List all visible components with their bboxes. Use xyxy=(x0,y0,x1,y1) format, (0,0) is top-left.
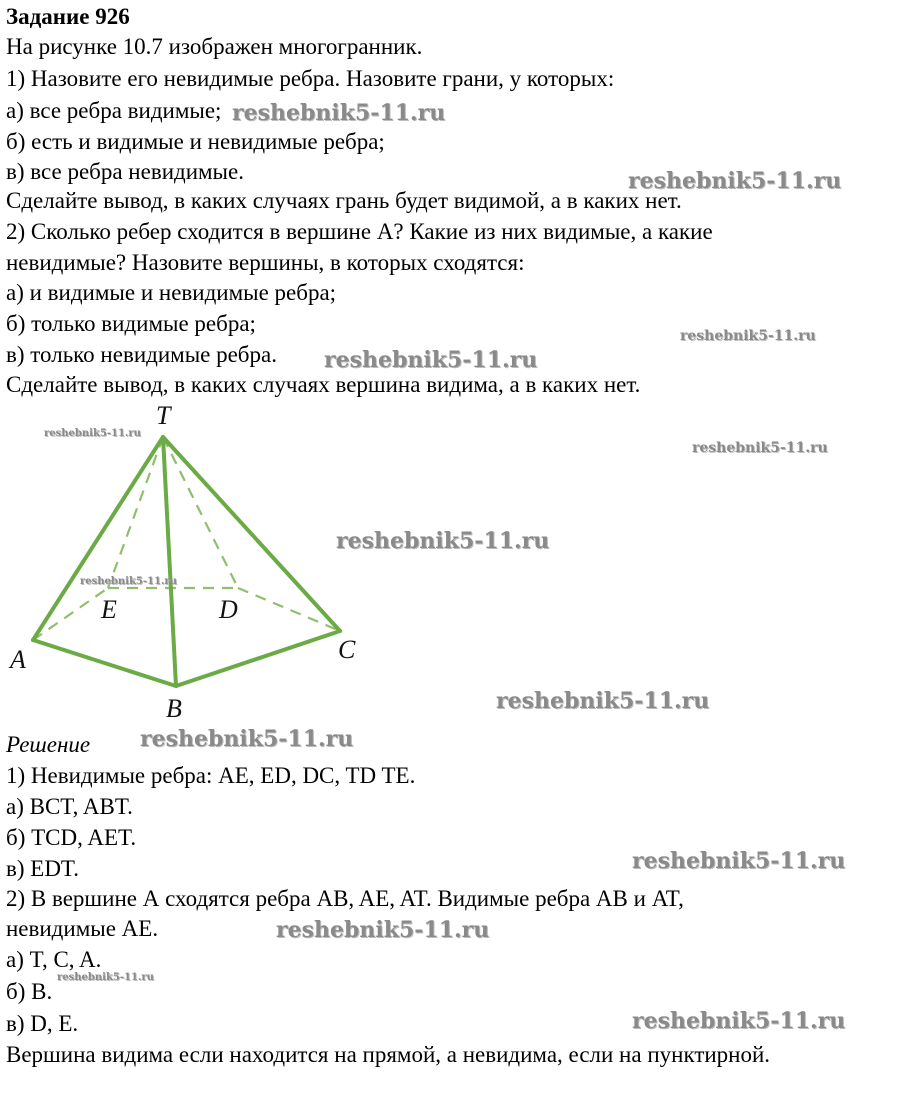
vertex-label-A: A xyxy=(10,645,26,674)
task-line: в) только невидимые ребра. xyxy=(6,342,277,367)
solution-line: Вершина видима если находится на прямой, а невидима, если на пунктирной. xyxy=(6,1042,771,1067)
solution-line: 1) Невидимые ребра: AE, ED, DC, TD TE. xyxy=(6,763,416,788)
task-line: б) только видимые ребра; xyxy=(6,311,256,336)
watermark: reshebnik5-11.ru xyxy=(57,972,154,983)
watermark: reshebnik5-11.ru xyxy=(336,528,550,554)
task-title: Задание 926 xyxy=(6,4,130,29)
visible-edges xyxy=(33,437,340,686)
edge-AB xyxy=(33,640,176,686)
solution-line: а) T, C, A. xyxy=(6,947,102,972)
solution-line: в) D, E. xyxy=(6,1011,79,1036)
watermark: reshebnik5-11.ru xyxy=(80,576,177,587)
watermark: reshebnik5-11.ru xyxy=(632,1008,846,1034)
edge-TA xyxy=(33,437,163,640)
watermark: reshebnik5-11.ru xyxy=(628,168,842,194)
solution-line: а) BCT, ABT. xyxy=(6,794,133,819)
solution-line: б) B. xyxy=(6,979,53,1004)
solution-line: в) EDT. xyxy=(6,856,80,881)
watermark: reshebnik5-11.ru xyxy=(232,100,446,126)
edge-TD xyxy=(163,437,238,588)
watermark: reshebnik5-11.ru xyxy=(496,688,710,714)
watermark: reshebnik5-11.ru xyxy=(632,848,846,874)
vertex-label-E: E xyxy=(101,595,117,624)
task-line: в) все ребра невидимые. xyxy=(6,159,244,184)
edge-AE xyxy=(33,588,108,640)
task-line: 2) Сколько ребер сходится в вершине А? Какие из них видимые, а какие xyxy=(6,219,713,244)
hidden-edges xyxy=(33,437,340,640)
watermark: reshebnik5-11.ru xyxy=(692,440,828,456)
task-line: невидимые? Назовите вершины, в которых сходятся: xyxy=(6,250,525,275)
solution-heading: Решение xyxy=(6,732,91,757)
watermark: reshebnik5-11.ru xyxy=(276,917,490,943)
task-line: 1) Назовите его невидимые ребра. Назовите грани, у которых: xyxy=(6,66,615,91)
watermark: reshebnik5-11.ru xyxy=(324,347,538,373)
vertex-label-B: B xyxy=(166,694,182,723)
edge-TB xyxy=(163,437,176,686)
solution-line: 2) В вершине А сходятся ребра AB, AE, AT. Видимые ребра AB и AT, xyxy=(6,886,684,911)
solution-line: б) TCD, AET. xyxy=(6,825,137,850)
edge-BC xyxy=(176,631,340,686)
task-line: На рисунке 10.7 изображен многогранник. xyxy=(6,34,423,59)
edge-DC xyxy=(238,588,340,631)
solution-line: невидимые AE. xyxy=(6,916,159,941)
vertex-label-C: C xyxy=(338,635,356,664)
edge-TC xyxy=(163,437,340,631)
task-line: Сделайте вывод, в каких случаях грань будет видимой, а в каких нет. xyxy=(6,188,682,213)
task-line: а) все ребра видимые; xyxy=(6,98,222,123)
watermark: reshebnik5-11.ru xyxy=(680,328,816,344)
watermark: reshebnik5-11.ru xyxy=(140,726,354,752)
task-line: б) есть и видимые и невидимые ребра; xyxy=(6,129,385,154)
vertex-label-T: T xyxy=(156,401,171,430)
watermark: reshebnik5-11.ru xyxy=(44,428,141,439)
task-line: а) и видимые и невидимые ребра; xyxy=(6,280,337,305)
vertex-label-D: D xyxy=(219,595,238,624)
task-line: Сделайте вывод, в каких случаях вершина видима, а в каких нет. xyxy=(6,372,641,397)
